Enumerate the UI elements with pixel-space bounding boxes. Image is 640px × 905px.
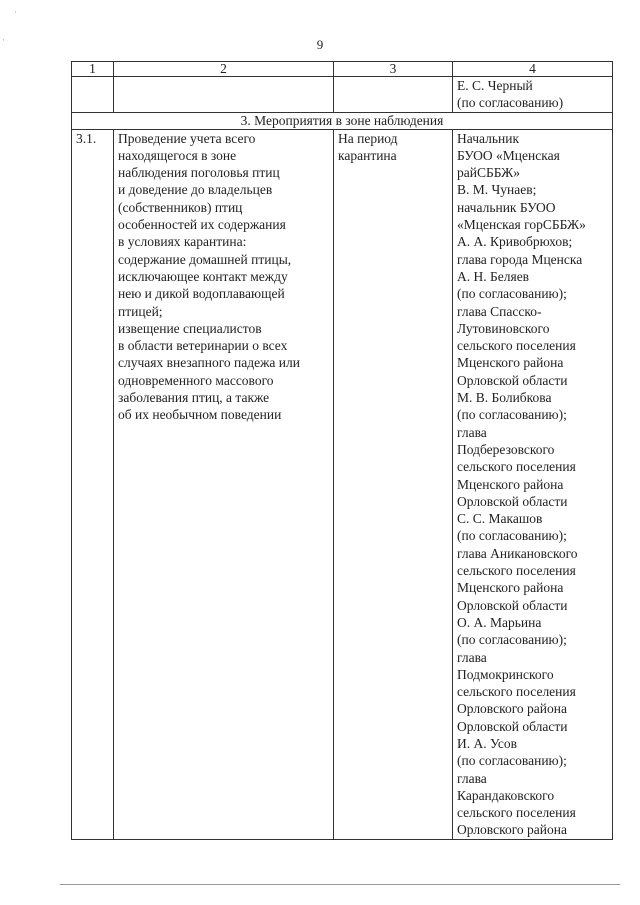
responsible-line: Орловского района bbox=[457, 701, 567, 717]
responsible-line: С. С. Макашов bbox=[457, 511, 543, 527]
period-cell bbox=[334, 129, 453, 839]
responsible-line: сельского поселения bbox=[457, 459, 576, 475]
responsible-line: глава bbox=[457, 770, 487, 786]
responsible-line: начальник БУОО bbox=[457, 199, 556, 215]
responsible-line: Лутовиновского bbox=[457, 320, 550, 336]
page-number: 9 bbox=[316, 37, 324, 52]
table-row bbox=[72, 129, 613, 839]
measure-line: об их необычном поведении bbox=[118, 407, 282, 423]
responsible-line: А. Н. Беляев bbox=[457, 268, 530, 284]
responsible-line: Карандаковского bbox=[457, 787, 555, 803]
measure-line: птицей; bbox=[118, 303, 163, 319]
responsible-line: БУОО «Мценская bbox=[457, 147, 560, 163]
responsible-line: И. А. Усов bbox=[457, 735, 518, 751]
measure-line: в области ветеринарии о всех bbox=[118, 338, 288, 354]
responsible-line: Начальник bbox=[457, 130, 520, 146]
responsible-line: Е. С. Черный bbox=[457, 78, 533, 93]
responsible-cell bbox=[453, 77, 613, 113]
responsible-line: райСББЖ» bbox=[457, 165, 520, 181]
measure-line: особенностей их содержания bbox=[118, 217, 286, 233]
measure-line: случаях внезапного падежа или bbox=[118, 355, 300, 371]
measure-line: и доведение до владельцев bbox=[118, 182, 273, 198]
measure-line: наблюдения поголовья птиц bbox=[118, 165, 280, 181]
period-line: На период bbox=[338, 130, 398, 146]
measure-line: (собственников) птиц bbox=[118, 199, 243, 215]
responsible-line: глава Спасско- bbox=[457, 303, 542, 319]
responsible-line: глава города Мценска bbox=[457, 251, 583, 267]
period-line: карантина bbox=[338, 147, 397, 163]
measure-line: исключающее контакт между bbox=[118, 268, 288, 284]
measure-line: содержание домашней птицы, bbox=[118, 251, 292, 267]
responsible-line: Орловского района bbox=[457, 822, 567, 838]
measure-line: Проведение учета всего bbox=[118, 130, 256, 146]
section-heading: 3. Мероприятия в зоне наблюдения bbox=[72, 112, 613, 129]
page-bottom-rule bbox=[60, 884, 620, 885]
responsible-line: М. В. Болибкова bbox=[457, 390, 552, 406]
responsible-line: сельского поселения bbox=[457, 805, 576, 821]
responsible-line: (по согласованию); bbox=[457, 407, 567, 423]
responsible-line: А. А. Кривобрюхов; bbox=[457, 234, 573, 250]
scan-speck: · bbox=[2, 35, 5, 45]
responsible-line: (по согласованию) bbox=[457, 95, 564, 111]
responsible-line: (по согласованию); bbox=[457, 753, 567, 769]
row-number: 3.1. bbox=[72, 129, 114, 839]
responsible-line: Мценского района bbox=[457, 476, 564, 492]
column-number: 2 bbox=[114, 62, 334, 77]
measure-line: находящегося в зоне bbox=[118, 147, 237, 163]
responsible-line: глава Аникановского bbox=[457, 545, 578, 561]
responsible-line: Орловской области bbox=[457, 372, 568, 388]
measure-line: извещение специалистов bbox=[118, 320, 262, 336]
measure-cell bbox=[114, 129, 334, 839]
measure-line: нею и дикой водоплавающей bbox=[118, 286, 285, 302]
measures-table bbox=[71, 61, 613, 840]
measure-line: одновременного массового bbox=[118, 372, 274, 388]
responsible-line: глава bbox=[457, 424, 487, 440]
responsible-line: Подмокринского bbox=[457, 666, 554, 682]
responsible-line: Орловской области bbox=[457, 597, 568, 613]
responsible-line: глава bbox=[457, 649, 487, 665]
responsible-line: (по согласованию); bbox=[457, 632, 567, 648]
column-numbers-row bbox=[72, 62, 613, 77]
empty-cell bbox=[72, 77, 114, 113]
responsible-line: сельского поселения bbox=[457, 338, 576, 354]
responsible-line: О. А. Марьина bbox=[457, 614, 542, 630]
responsible-line: «Мценская горСББЖ» bbox=[457, 217, 586, 233]
empty-cell bbox=[114, 77, 334, 113]
responsible-line: (по согласованию); bbox=[457, 286, 567, 302]
responsible-line: Мценского района bbox=[457, 580, 564, 596]
column-number: 1 bbox=[72, 62, 114, 77]
scan-speck: · bbox=[14, 7, 17, 17]
responsible-line: Мценского района bbox=[457, 355, 564, 371]
responsible-cell bbox=[453, 129, 613, 839]
responsible-line: В. М. Чунаев; bbox=[457, 182, 537, 198]
empty-cell bbox=[334, 77, 453, 113]
continued-row bbox=[72, 77, 613, 113]
measure-line: заболевания птиц, а также bbox=[118, 390, 270, 406]
column-number: 3 bbox=[334, 62, 453, 77]
measure-line: в условиях карантина: bbox=[118, 234, 247, 250]
responsible-line: сельского поселения bbox=[457, 563, 576, 579]
responsible-line: Орловской области bbox=[457, 493, 568, 509]
responsible-line: Подберезовского bbox=[457, 441, 555, 457]
section-heading-row bbox=[72, 112, 613, 129]
column-number: 4 bbox=[453, 62, 613, 77]
responsible-line: сельского поселения bbox=[457, 684, 576, 700]
responsible-line: Орловской области bbox=[457, 718, 568, 734]
responsible-line: (по согласованию); bbox=[457, 528, 567, 544]
